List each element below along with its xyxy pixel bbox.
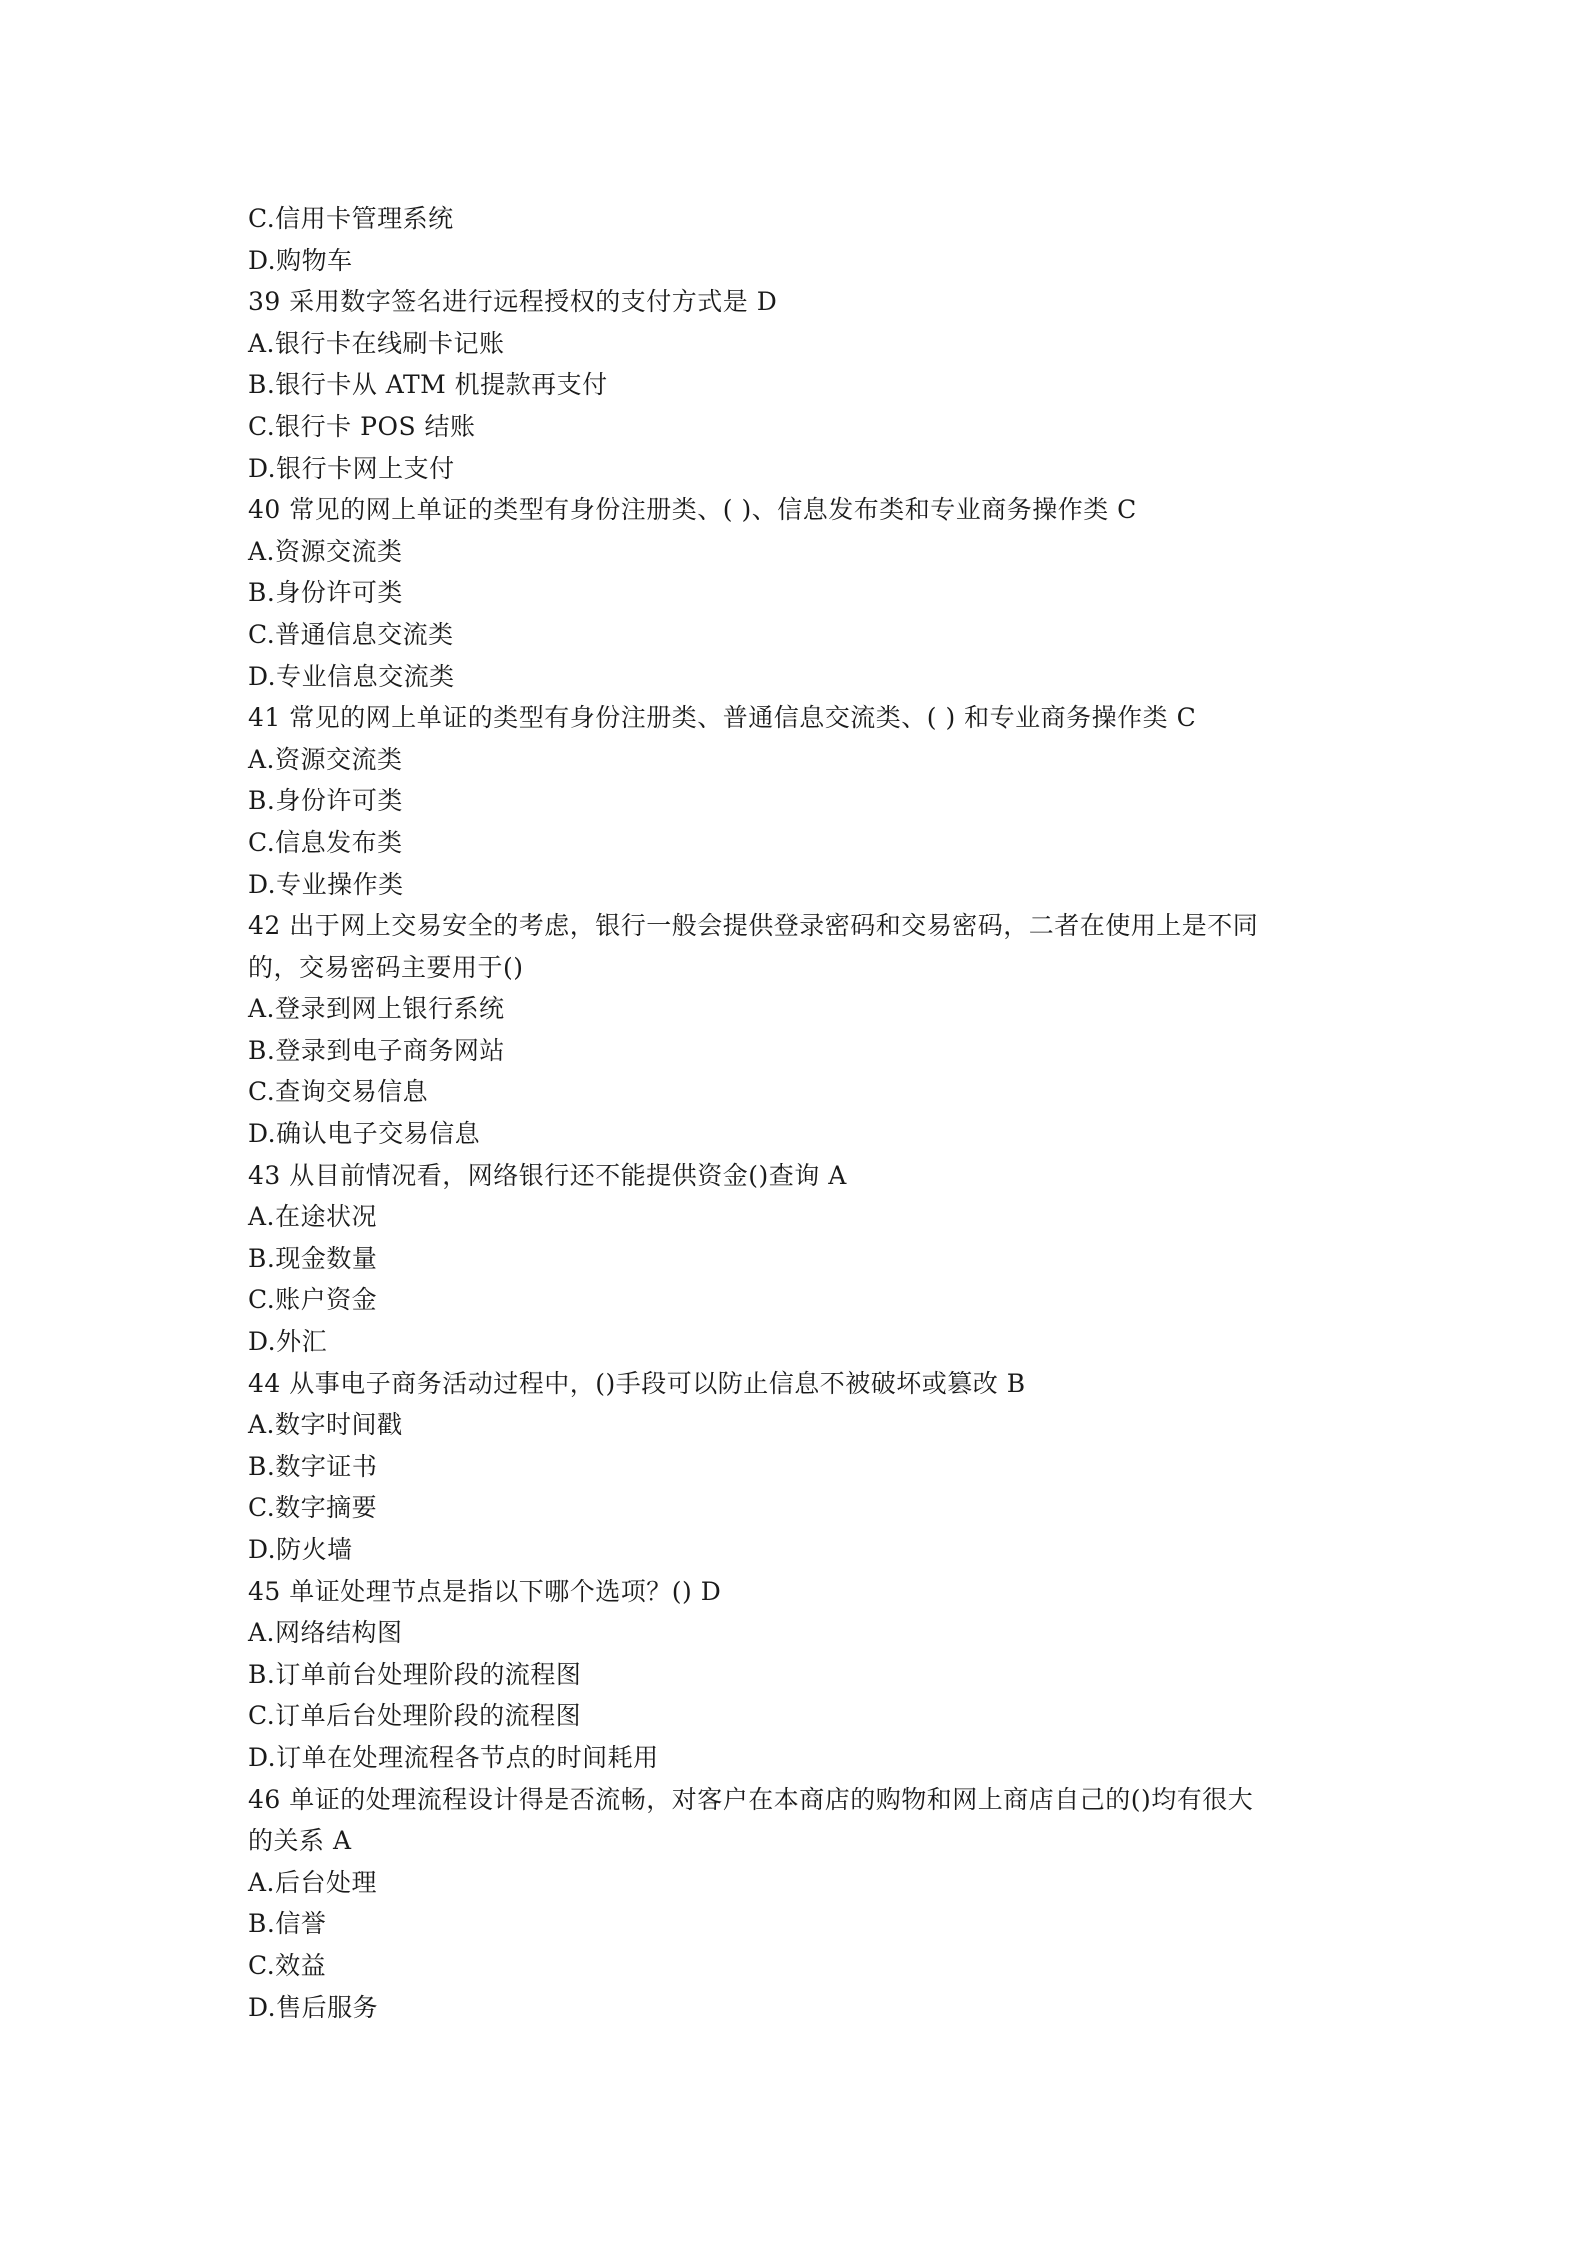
question-44 — [248, 1363, 1358, 1571]
question-text: 40 常见的网上单证的类型有身份注册类、( )、信息发布类和专业商务操作类 C — [248, 495, 1137, 525]
option-a: A.网络结构图 — [248, 1618, 403, 1648]
option-a: A.银行卡在线刷卡记账 — [248, 328, 505, 358]
option-a: A.登录到网上银行系统 — [248, 994, 505, 1024]
option-b: B.身份许可类 — [248, 578, 403, 608]
document-content — [248, 198, 1358, 2028]
option-b: B.订单前台处理阶段的流程图 — [248, 1659, 582, 1689]
question-text: 45 单证处理节点是指以下哪个选项？() D — [248, 1576, 722, 1606]
option-c: C.普通信息交流类 — [248, 619, 454, 649]
option-b: B.现金数量 — [248, 1243, 378, 1273]
option-d: D.购物车 — [248, 245, 353, 275]
option-d: D.防火墙 — [248, 1535, 353, 1564]
question-text: 41 常见的网上单证的类型有身份注册类、普通信息交流类、( ) 和专业商务操作类 C — [248, 703, 1197, 733]
option-d: D.专业操作类 — [248, 869, 404, 899]
option-a: A.数字时间戳 — [248, 1410, 403, 1440]
option-d: D.银行卡网上支付 — [248, 453, 455, 483]
option-c: C.信息发布类 — [248, 827, 403, 857]
option-c: C.信用卡管理系统 — [248, 204, 454, 233]
option-c: C.订单后台处理阶段的流程图 — [248, 1701, 582, 1731]
option-c: C.数字摘要 — [248, 1493, 378, 1523]
option-d: D.外汇 — [248, 1327, 328, 1357]
option-b: B.登录到电子商务网站 — [248, 1035, 505, 1065]
option-b: B.身份许可类 — [248, 786, 403, 816]
option-d: D.售后服务 — [248, 1992, 379, 2022]
question-41 — [248, 697, 1358, 905]
question-text: 44 从事电子商务活动过程中，()手段可以防止信息不被破坏或篡改 B — [248, 1368, 1026, 1398]
option-a: A.在途状况 — [248, 1202, 378, 1232]
question-text: 43 从目前情况看，网络银行还不能提供资金()查询 A — [248, 1160, 847, 1190]
question-text: 42 出于网上交易安全的考虑，银行一般会提供登录密码和交易密码，二者在使用上是不同 — [248, 911, 1259, 941]
question-text-continued: 的，交易密码主要用于() — [248, 952, 524, 982]
option-b: B.数字证书 — [248, 1451, 378, 1481]
option-a: A.资源交流类 — [248, 744, 403, 774]
option-b: B.银行卡从 ATM 机提款再支付 — [248, 370, 608, 400]
question-text: 39 采用数字签名进行远程授权的支付方式是 D — [248, 287, 778, 317]
question-40 — [248, 489, 1358, 697]
question-46 — [248, 1779, 1358, 2029]
option-a: A.后台处理 — [248, 1867, 378, 1897]
option-d: D.专业信息交流类 — [248, 661, 455, 691]
option-c: C.查询交易信息 — [248, 1077, 429, 1107]
option-c: C.银行卡 POS 结账 — [248, 411, 476, 441]
question-45 — [248, 1571, 1358, 1779]
option-d: D.确认电子交易信息 — [248, 1119, 481, 1149]
options-continued — [248, 198, 1358, 281]
option-a: A.资源交流类 — [248, 536, 403, 566]
question-text-continued: 的关系 A — [248, 1826, 352, 1856]
question-text: 46 单证的处理流程设计得是否流畅，对客户在本商店的购物和网上商店自己的()均有很大 — [248, 1784, 1254, 1814]
option-c: C.账户资金 — [248, 1285, 378, 1315]
option-d: D.订单在处理流程各节点的时间耗用 — [248, 1742, 659, 1772]
question-43 — [248, 1155, 1358, 1363]
option-b: B.信誉 — [248, 1909, 327, 1939]
question-39 — [248, 281, 1358, 489]
question-42 — [248, 905, 1358, 1155]
option-c: C.效益 — [248, 1950, 327, 1980]
